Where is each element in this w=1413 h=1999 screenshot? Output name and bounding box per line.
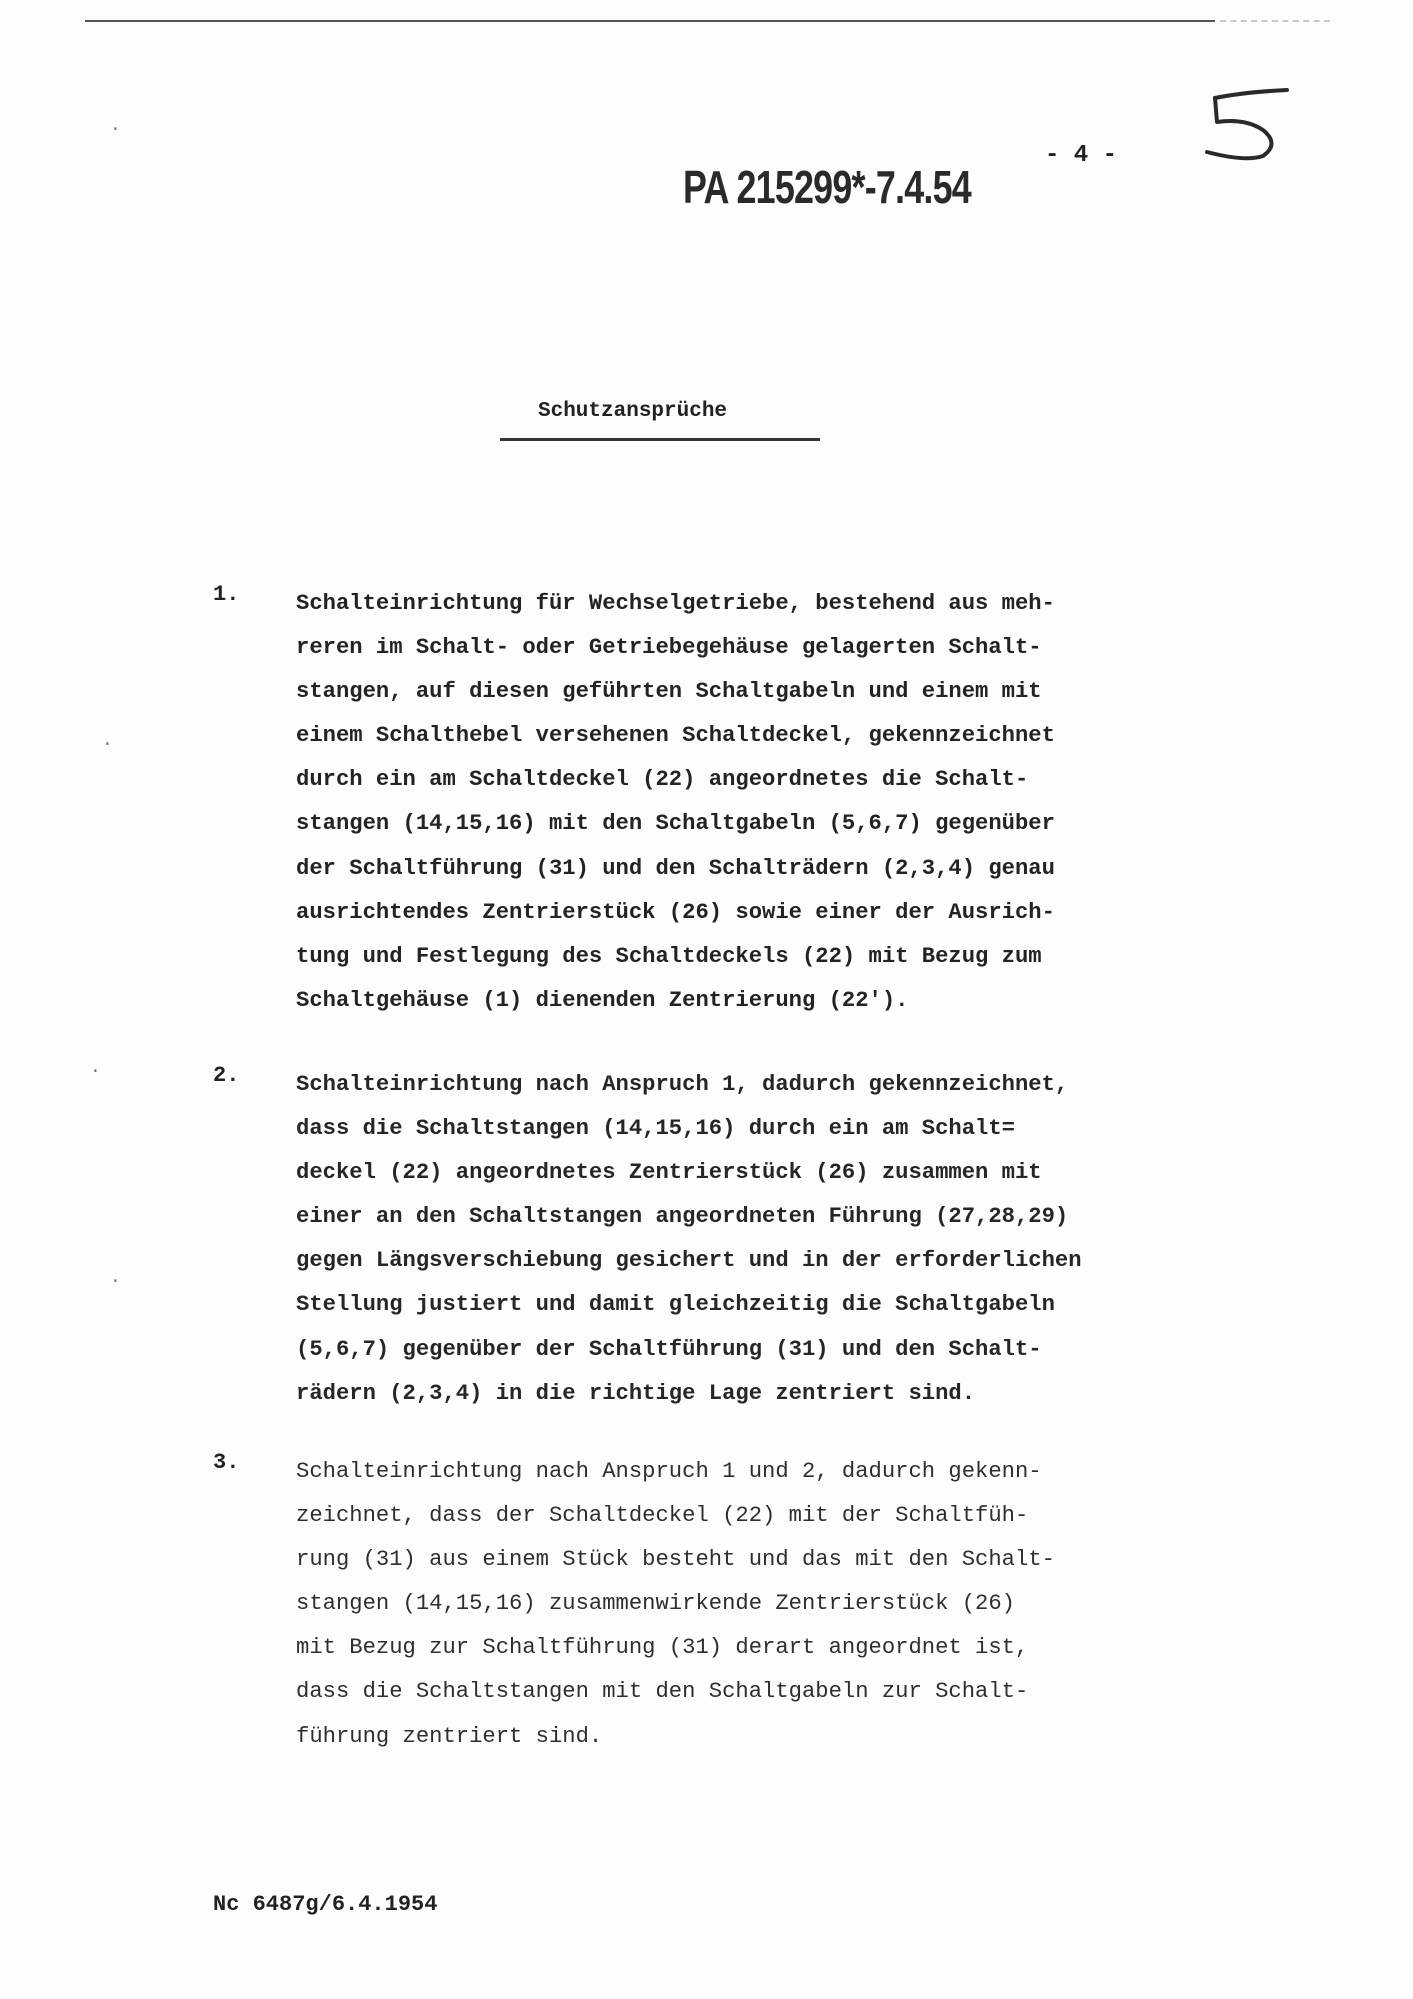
scan-speck: · (110, 120, 121, 140)
claim-line: (5,6,7) gegenüber der Schaltführung (31) und den Schalt- (296, 1336, 1042, 1362)
claim-line: rung (31) aus einem Stück besteht und das mit den Schalt- (296, 1547, 1055, 1573)
claim-text (296, 1450, 1286, 1759)
claim-number: 2. (213, 1063, 240, 1088)
claim-line: mit Bezug zur Schaltführung (31) derart angeordnet ist, (296, 1635, 1029, 1661)
claim-text (296, 1063, 1286, 1416)
file-number-stamp: PA 215299*-7.4.54 (683, 161, 971, 213)
claim-line: Stellung justiert und damit gleichzeitig die Schaltgabeln (296, 1292, 1055, 1318)
claim-line: deckel (22) angeordnetes Zentrierstück (26) zusammen mit (296, 1160, 1042, 1186)
claim-line: einer an den Schaltstangen angeordneten Führung (27,28,29) (296, 1204, 1069, 1230)
claim-line: Schalteinrichtung nach Anspruch 1 und 2, dadurch gekenn- (296, 1459, 1042, 1484)
section-heading: Schutzansprüche (538, 400, 728, 423)
footer-reference: Nc 6487g/6.4.1954 (213, 1892, 438, 1917)
claim-text (296, 582, 1286, 1023)
claim-line: ausrichtendes Zentrierstück (26) sowie einer der Ausrich- (296, 899, 1055, 925)
claim-line: dass die Schaltstangen mit den Schaltgabeln zur Schalt- (296, 1679, 1029, 1705)
scan-speck: · (102, 735, 113, 755)
claim-line: reren im Schalt- oder Getriebegehäuse gelagerten Schalt- (296, 635, 1042, 661)
claim-line: der Schaltführung (31) und den Schalträdern (2,3,4) genau (296, 855, 1055, 881)
claim-line: einem Schalthebel versehenen Schaltdeckel, gekennzeichnet (296, 723, 1055, 749)
page-number: - 4 - (1045, 142, 1118, 169)
scan-speck: · (90, 1062, 101, 1082)
top-border-line (85, 20, 1215, 22)
claim-line: rädern (2,3,4) in die richtige Lage zentriert sind. (296, 1380, 976, 1406)
claim-line: tung und Festlegung des Schaltdeckels (22) mit Bezug zum (296, 943, 1042, 969)
claim-line: stangen, auf diesen geführten Schaltgabeln und einem mit (296, 679, 1042, 705)
claim-line: zeichnet, dass der Schaltdeckel (22) mit der Schaltfüh- (296, 1503, 1029, 1529)
claim-line: führung zentriert sind. (296, 1723, 603, 1749)
claim-number: 3. (213, 1450, 240, 1475)
heading-underline (500, 438, 820, 441)
claim-line: stangen (14,15,16) mit den Schaltgabeln (5,6,7) gegenüber (296, 811, 1055, 837)
claim-line: Schalteinrichtung für Wechselgetriebe, bestehend aus meh- (296, 591, 1055, 616)
handwritten-mark-icon (1185, 82, 1295, 182)
claim-line: Schaltgehäuse (1) dienenden Zentrierung (22'). (296, 987, 909, 1013)
top-border-faint-line (1220, 20, 1330, 22)
claim-line: gegen Längsverschiebung gesichert und in der erforderlichen (296, 1248, 1082, 1274)
claim-line: Schalteinrichtung nach Anspruch 1, dadurch gekennzeichnet, (296, 1072, 1069, 1097)
scan-speck: · (110, 1272, 121, 1292)
claim-line: dass die Schaltstangen (14,15,16) durch ein am Schalt= (296, 1116, 1015, 1142)
claim-number: 1. (213, 582, 240, 607)
claim-line: stangen (14,15,16) zusammenwirkende Zentrierstück (26) (296, 1591, 1015, 1617)
claim-line: durch ein am Schaltdeckel (22) angeordnetes die Schalt- (296, 767, 1029, 793)
